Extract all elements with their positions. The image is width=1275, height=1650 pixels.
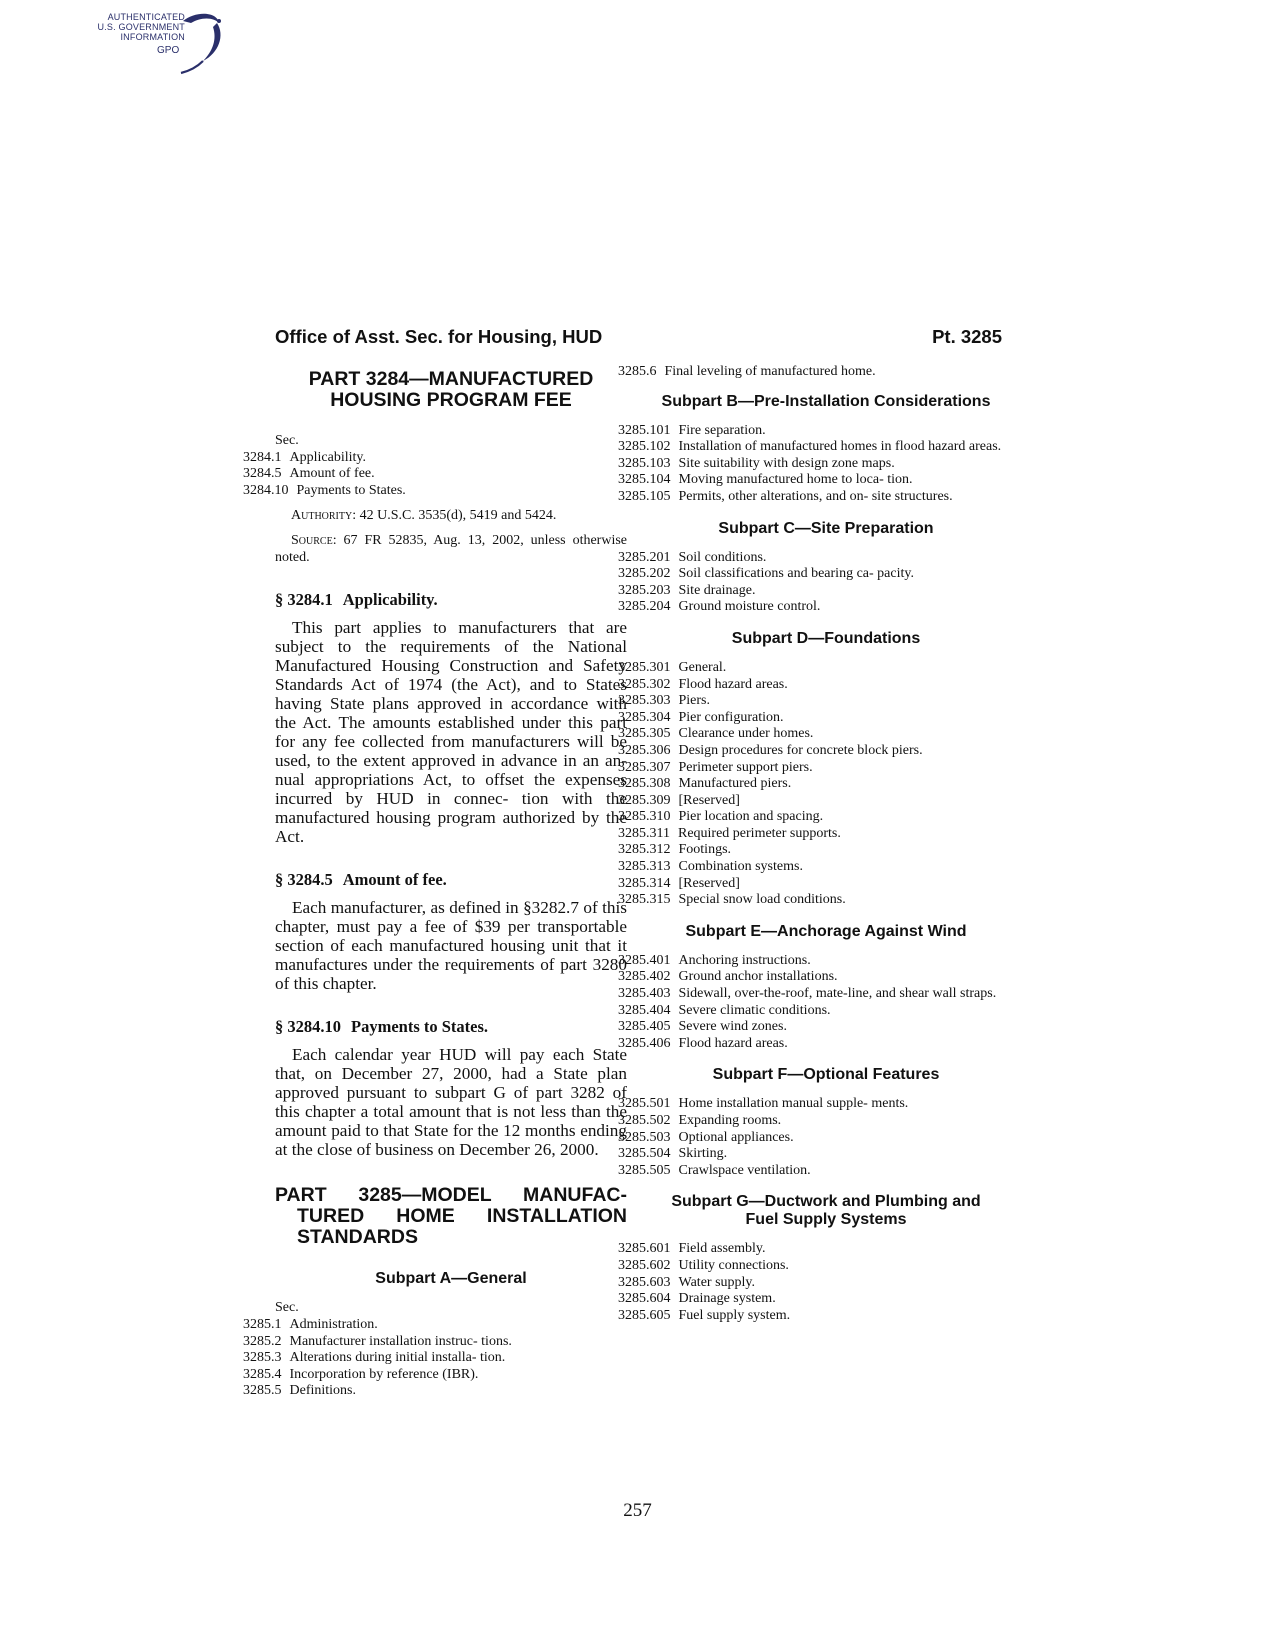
toc-entry-number: 3285.308 [618, 776, 671, 792]
toc-entry-number: 3285.3 [243, 1350, 282, 1366]
toc-entry-title: Permits, other alterations, and on- site structures. [678, 488, 953, 504]
toc-entry [618, 709, 1002, 727]
toc-entry [618, 1257, 1002, 1275]
toc-entry-number: 3285.105 [618, 488, 671, 504]
subpart-g-toc [618, 1241, 1002, 1324]
toc-entry [618, 1035, 1002, 1053]
toc-entry-title: Field assembly. [678, 1241, 766, 1257]
toc-entry-title: Clearance under homes. [678, 726, 814, 742]
section-number: § 3284.10 [275, 1017, 341, 1037]
toc-entry-number: 3284.5 [243, 466, 282, 482]
seal-gpo-text: GPO [157, 45, 180, 56]
toc-entry-number: 3285.6 [618, 364, 657, 379]
toc-entry-number: 3285.103 [618, 455, 671, 471]
toc-entry [618, 1162, 1002, 1180]
toc-entry-number: 3285.102 [618, 439, 671, 455]
toc-entry-number: 3285.503 [618, 1129, 671, 1145]
toc-entry [618, 1274, 1002, 1292]
toc-entry-number: 3285.604 [618, 1291, 671, 1307]
authority-note [275, 507, 627, 524]
toc-entry-title: Water supply. [678, 1274, 756, 1290]
toc-entry [243, 449, 627, 467]
toc-entry-title: Crawlspace ventilation. [678, 1162, 811, 1178]
toc-entry-number: 3285.312 [618, 842, 671, 858]
sec-label-3285: Sec. [275, 1300, 299, 1316]
toc-entry-number: 3285.2 [243, 1333, 282, 1349]
toc-entry [618, 1096, 1002, 1113]
toc-entry-title: Drainage system. [678, 1291, 776, 1307]
subpart-a-toc [243, 1316, 627, 1400]
toc-entry-title: Administration. [289, 1316, 378, 1332]
toc-entry-title: Soil conditions. [678, 549, 767, 565]
toc-entry-number: 3285.501 [618, 1096, 671, 1112]
toc-entry-title: Anchoring instructions. [678, 952, 811, 968]
toc-entry [243, 466, 627, 483]
toc-entry-title: Alterations during initial installa- tion. [289, 1350, 506, 1366]
toc-entry [618, 676, 1002, 694]
section-number: § 3284.1 [275, 590, 333, 610]
toc-entry-title: Definitions. [289, 1383, 356, 1399]
toc-entry-number: 3285.302 [618, 676, 671, 692]
gpo-seal-logo [95, 9, 230, 75]
toc-entry-number: 3285.404 [618, 1002, 671, 1018]
part-3284-title: PART 3284—MANUFACTURED HOUSING PROGRAM FEE [308, 368, 594, 411]
eagle-icon [173, 9, 229, 75]
toc-entry-number: 3285.301 [618, 659, 671, 675]
page-number: 257 [623, 1500, 652, 1521]
toc-entry-number: 3285.1 [243, 1316, 282, 1332]
toc-entry [618, 825, 1002, 843]
toc-entry-number: 3285.4 [243, 1366, 282, 1382]
right-column [618, 364, 1002, 1324]
subpart-g-title: Subpart G—Ductwork and Plumbing and Fuel Supply Systems [671, 1193, 981, 1229]
toc-entry-number: 3285.314 [618, 875, 671, 891]
toc-entry [243, 1383, 627, 1400]
toc-entry-title: Footings. [678, 842, 732, 858]
section-body: This part applies to manufacturers that are subject to the requirements of the National Manufactured Housing Construction and Safety Standards Act of 1974 (the Act), and to States having State plans approved in accordance with the Act. The amounts established under this part for any fee collected from manufacturers will be used, to the extent approved in advance in an an- nual appropriations Act, to offset the expenses incurred by HUD in connec- tion with the manufactured housing program authorized by the Act. [275, 618, 627, 847]
toc-entry-number: 3285.502 [618, 1113, 671, 1128]
toc-entry-title: General. [678, 659, 727, 675]
toc-entry [243, 482, 627, 500]
section-body: Each calendar year HUD will pay each State that, on December 27, 2000, had a State plan approved pursuant to subpart G of part 3282 of this chapter a total amount that is not less than the amount paid to that State for the 12 months ending at the close of business on December 26, 2000. [275, 1045, 627, 1160]
toc-entry-number: 3285.602 [618, 1257, 671, 1273]
toc-entry-title: Home installation manual supple- ments. [678, 1096, 909, 1112]
seal-line: U.S. GOVERNMENT [97, 22, 185, 32]
toc-entry [618, 969, 1002, 986]
header-agency: Office of Asst. Sec. for Housing, HUD [275, 326, 603, 347]
toc-entry-number: 3285.5 [243, 1383, 282, 1399]
subpart-b-title: Subpart B—Pre-Installation Considerations [661, 392, 991, 410]
section-body: Each manufacturer, as defined in §3282.7 of this chapter, must pay a fee of $39 per transportable section of each manufactured housing unit that it manufactures under the requirements of part 3280 of this chapter. [275, 898, 627, 994]
section-title: Applicability. [342, 590, 438, 610]
toc-entry-number: 3285.505 [618, 1162, 671, 1178]
toc-entry-title: Skirting. [678, 1146, 728, 1162]
toc-entry-title: Optional appliances. [678, 1129, 794, 1145]
toc-entry-title: Flood hazard areas. [678, 1035, 788, 1051]
toc-entry [618, 488, 1002, 506]
toc-entry-title: Expanding rooms. [678, 1113, 782, 1128]
header-part: Pt. 3285 [932, 326, 1002, 347]
toc-entry-title: Applicability. [289, 449, 366, 465]
toc-entry-number: 3285.203 [618, 582, 671, 598]
toc-entry [618, 1113, 1002, 1130]
toc-entry-title: Pier configuration. [678, 709, 784, 725]
toc-entry-title: Perimeter support piers. [678, 759, 813, 775]
toc-entry-title: Site suitability with design zone maps. [678, 455, 895, 471]
toc-entry-title: Manufacturer installation instruc- tions. [289, 1333, 512, 1349]
seal-line: AUTHENTICATED [107, 12, 185, 22]
toc-entry-title: Utility connections. [678, 1257, 789, 1273]
toc-entry [618, 776, 1002, 793]
toc-entry [243, 1333, 627, 1351]
source-label: Source [291, 533, 333, 549]
toc-entry [618, 659, 1002, 677]
toc-entry [618, 875, 1002, 893]
toc-entry [243, 1366, 627, 1384]
toc-entry-title: Site drainage. [678, 582, 756, 598]
part-3284-toc [243, 449, 627, 500]
part-3285-title: PART 3285—MODEL MANUFAC- TURED HOME INSTALLATION STANDARDS [275, 1184, 627, 1249]
toc-entry [618, 1002, 1002, 1020]
toc-entry-number: 3285.304 [618, 709, 671, 725]
toc-entry [618, 582, 1002, 600]
section-number: § 3284.5 [275, 870, 333, 890]
toc-entry-title: Soil classifications and bearing ca- pacity. [678, 566, 914, 582]
toc-entry-number: 3285.605 [618, 1307, 671, 1323]
toc-entry-number: 3284.10 [243, 482, 289, 498]
toc-entry-title: Severe climatic conditions. [678, 1002, 831, 1018]
subpart-d-toc [618, 659, 1002, 909]
subpart-f-toc [618, 1096, 1002, 1179]
left-column [243, 364, 627, 1400]
toc-entry [618, 1146, 1002, 1163]
toc-entry-number: 3284.1 [243, 449, 282, 465]
toc-entry [618, 1019, 1002, 1036]
subpart-e-toc [618, 952, 1002, 1053]
toc-entry-title: Sidewall, over-the-roof, mate-line, and shear wall straps. [678, 986, 997, 1002]
toc-entry [618, 1129, 1002, 1147]
toc-entry [618, 472, 1002, 489]
toc-entry [618, 842, 1002, 859]
toc-entry-title: Design procedures for concrete block piers. [678, 742, 923, 758]
toc-entry [618, 1241, 1002, 1258]
toc-entry-title: Pier location and spacing. [678, 809, 824, 825]
toc-entry-title: Combination systems. [678, 859, 803, 875]
seal-line: INFORMATION [120, 32, 185, 42]
sec-label: Sec. [275, 433, 299, 448]
subpart-d-title: Subpart D—Foundations [731, 629, 921, 647]
toc-entry-title: Fuel supply system. [678, 1307, 791, 1323]
toc-entry [618, 859, 1002, 876]
toc-entry [618, 952, 1002, 970]
section-heading [275, 1017, 627, 1037]
toc-entry-number: 3285.307 [618, 759, 671, 775]
toc-entry-title: Moving manufactured home to loca- tion. [678, 472, 913, 488]
toc-entry-title: Piers. [678, 693, 710, 709]
toc-entry-title: [Reserved] [678, 792, 740, 808]
toc-entry-title: Incorporation by reference (IBR). [289, 1366, 479, 1382]
toc-entry-title: Payments to States. [296, 482, 406, 498]
toc-entry-title: Special snow load conditions. [678, 892, 846, 908]
toc-entry-title: Fire separation. [678, 422, 766, 438]
toc-entry [618, 792, 1002, 810]
source-note [275, 532, 627, 566]
toc-entry-number: 3285.303 [618, 693, 671, 709]
toc-entry-title: Final leveling of manufactured home. [664, 364, 876, 379]
section-title: Amount of fee. [342, 870, 447, 890]
subpart-f-title: Subpart F—Optional Features [712, 1066, 940, 1084]
section-heading [275, 870, 627, 890]
toc-entry-title: Flood hazard areas. [678, 676, 788, 692]
toc-entry-number: 3285.504 [618, 1146, 671, 1162]
toc-entry-number: 3285.310 [618, 809, 671, 825]
toc-entry-number: 3285.601 [618, 1241, 671, 1257]
toc-entry-number: 3285.311 [618, 825, 670, 841]
authority-text: : 42 U.S.C. 3535(d), 5419 and 5424. [352, 508, 557, 524]
toc-entry-title: [Reserved] [678, 875, 740, 891]
part-3284-sections [275, 590, 627, 1159]
toc-entry-title: Required perimeter supports. [677, 825, 841, 841]
toc-entry-title: Ground anchor installations. [678, 969, 838, 985]
subpart-a-toc-continued [618, 364, 1002, 381]
toc-entry [618, 422, 1002, 440]
toc-entry-number: 3285.201 [618, 549, 671, 565]
toc-entry [618, 566, 1002, 583]
toc-entry-number: 3285.313 [618, 859, 671, 875]
toc-entry-number: 3285.406 [618, 1035, 671, 1051]
toc-entry-number: 3285.403 [618, 986, 671, 1002]
subpart-e-title: Subpart E—Anchorage Against Wind [685, 922, 967, 940]
section-title: Payments to States. [351, 1017, 489, 1037]
toc-entry-number: 3285.405 [618, 1019, 671, 1035]
toc-entry-number: 3285.104 [618, 472, 671, 488]
toc-entry-number: 3285.603 [618, 1274, 671, 1290]
toc-entry-number: 3285.401 [618, 952, 671, 968]
toc-entry [618, 693, 1002, 710]
subpart-a-title: Subpart A—General [375, 1270, 527, 1288]
seal-text [95, 12, 185, 42]
running-header [275, 326, 1002, 348]
toc-entry-title: Manufactured piers. [678, 776, 792, 792]
toc-entry [243, 1316, 627, 1334]
toc-entry-title: Ground moisture control. [678, 599, 821, 615]
toc-entry [618, 439, 1002, 456]
toc-entry-number: 3285.309 [618, 792, 671, 808]
toc-entry [618, 1307, 1002, 1325]
subpart-c-toc [618, 549, 1002, 616]
toc-entry [618, 809, 1002, 826]
subpart-b-toc [618, 422, 1002, 506]
toc-entry-number: 3285.306 [618, 742, 671, 758]
toc-entry [618, 455, 1002, 473]
toc-entry [618, 1291, 1002, 1308]
toc-entry-title: Amount of fee. [289, 466, 375, 482]
toc-entry [618, 549, 1002, 567]
source-text: : 67 FR 52835, Aug. 13, 2002, unless otherwise noted. [275, 533, 627, 566]
toc-entry-number: 3285.101 [618, 422, 671, 438]
toc-entry-title: Installation of manufactured homes in flood hazard areas. [678, 439, 1002, 455]
toc-entry [618, 364, 1002, 381]
section-heading [275, 590, 627, 610]
toc-entry-number: 3285.202 [618, 566, 671, 582]
toc-entry [618, 726, 1002, 743]
toc-entry-title: Severe wind zones. [678, 1019, 787, 1035]
toc-entry [618, 742, 1002, 760]
toc-entry-number: 3285.402 [618, 969, 671, 985]
toc-entry [618, 599, 1002, 616]
toc-entry [243, 1350, 627, 1367]
subpart-c-title: Subpart C—Site Preparation [718, 519, 934, 537]
toc-entry [618, 986, 1002, 1003]
toc-entry-number: 3285.305 [618, 726, 671, 742]
toc-entry [618, 892, 1002, 909]
toc-entry-number: 3285.204 [618, 599, 671, 615]
authority-label: Authority [291, 508, 353, 524]
toc-entry [618, 759, 1002, 777]
toc-entry-number: 3285.315 [618, 892, 671, 908]
